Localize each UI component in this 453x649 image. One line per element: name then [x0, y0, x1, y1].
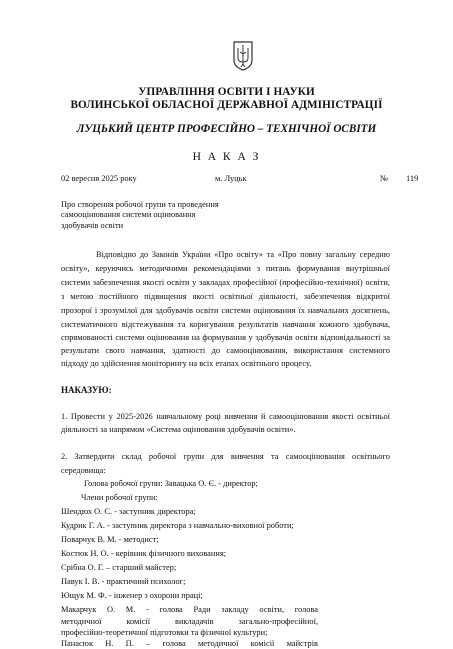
subject-line: самооцінювання системи оцінювання [61, 210, 196, 219]
preamble-line: підходу до здійснення моніторингу на всіх етапах освітнього процесу, [61, 359, 312, 368]
item-line: середовища: [61, 466, 106, 475]
list-item: Кудрик Г. А. - заступник директора з навчально-виховної роботи; [61, 521, 294, 530]
list-item: Павук І. В. - практичний психолог; [61, 577, 186, 586]
list-item: професійно-теоретичної підготовки та фізичної культури; [61, 628, 268, 637]
list-item: Шендюх О. С. - заступник директора; [61, 507, 196, 516]
document-type: Н А К А З [192, 151, 261, 163]
list-item: Поварчук В. М. - методист; [61, 535, 159, 544]
order-place: м. Луцьк [215, 174, 247, 183]
order-number: 119 [406, 174, 419, 183]
preamble-line: прозорої і зрозумілої для здобувачів освіти системи оцінювання їх навчальних досягнень, [61, 306, 390, 315]
list-item: Макарчук О. М. - голова Ради закладу освіти, голова [61, 605, 318, 614]
subject-line: здобувачів освіти [61, 221, 124, 230]
subject-line: Про створення робочої групи та проведення [61, 200, 219, 209]
header-line-3: ЛУЦЬКИЙ ЦЕНТР ПРОФЕСІЙНО – ТЕХНІЧНОЇ ОСВІТИ [76, 123, 377, 135]
preamble-line: спрямованості системи оцінювання на формування у здобувачів освіти відповідальності за [61, 333, 390, 342]
item-line: 1. Провести у 2025-2026 навчальному році вивчення й самооцінювання якості освітньої [61, 412, 390, 421]
group-head: Голова робочої групи: Завацька О. Є. - директор; [84, 479, 258, 488]
item-line: діяльності за напрямом «Система оцінювання здобувачів освіти». [61, 425, 296, 434]
order-number-label: № [380, 174, 388, 183]
preamble-line: результати свого навчання, здатності до самооцінювання, використання системного [61, 346, 390, 355]
list-item: Панасюк Н. П. – голова методичної комісії майстрів [61, 639, 318, 648]
order-heading: НАКАЗУЮ: [61, 385, 112, 395]
preamble-line: Відповідно до Законів України «Про освіту» та «Про повну загальну середню [96, 250, 390, 259]
list-item: Костюк Н. О. - керівник фізичного виховання; [61, 549, 227, 558]
list-item: Срібна О. Г. – старший майстер; [61, 563, 177, 572]
coat-of-arms-icon [232, 40, 254, 72]
preamble-line: з метою постійного підвищення якості освітньої діяльності, забезпечення відкритої [61, 292, 390, 301]
list-item: Ющук М. Ф. - інженер з охорони праці; [61, 591, 203, 600]
order-date: 02 вересня 2025 року [61, 174, 137, 183]
group-members-label: Члени робочої групи: [81, 493, 158, 502]
item-line: 2. Затвердити склад робочої групи для вивчення та самооцінювання освітнього [61, 452, 390, 461]
header-line-2: ВОЛИНСЬКОЇ ОБЛАСНОЇ ДЕРЖАВНОЇ АДМІНІСТРАЦІЇ [70, 99, 383, 111]
list-item: методичної комісії викладачів загально-професійної, [61, 617, 318, 626]
preamble-line: систематичного відстежування та коригування результатів навчання кожного здобувача, [61, 320, 390, 329]
preamble-line: освіту», керуючись методичними рекомендаціями з питань формування внутрішньої [61, 264, 390, 273]
header-line-1: УПРАВЛІННЯ ОСВІТИ І НАУКИ [138, 86, 315, 98]
preamble-line: системи забезпечення якості освіти у закладах професійної (професійно-технічної) освіти, [61, 278, 390, 287]
